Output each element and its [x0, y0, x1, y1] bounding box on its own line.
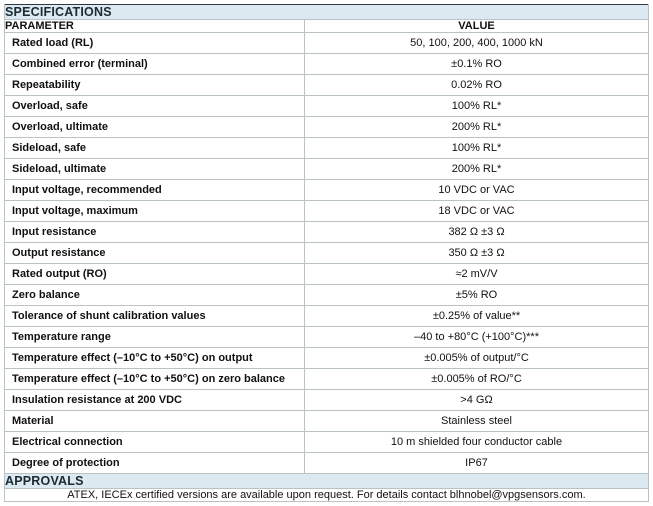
row-parameter: Output resistance — [5, 243, 305, 264]
table-row — [5, 96, 649, 117]
table-row — [5, 117, 649, 138]
row-value: 100% RL* — [305, 138, 649, 159]
row-parameter: Temperature effect (–10°C to +50°C) on output — [5, 348, 305, 369]
row-parameter: Input voltage, maximum — [5, 201, 305, 222]
table-row — [5, 54, 649, 75]
row-value: 350 Ω ±3 Ω — [305, 243, 649, 264]
row-parameter: Rated output (RO) — [5, 264, 305, 285]
row-parameter: Sideload, safe — [5, 138, 305, 159]
row-parameter: Zero balance — [5, 285, 305, 306]
table-row — [5, 243, 649, 264]
approvals-note: ATEX, IECEx certified versions are available upon request. For details contact blhnobel@vpgsensors.com. — [5, 489, 649, 502]
row-value: 10 VDC or VAC — [305, 180, 649, 201]
row-value: >4 GΩ — [305, 390, 649, 411]
table-row — [5, 264, 649, 285]
row-parameter: Degree of protection — [5, 453, 305, 474]
row-value: Stainless steel — [305, 411, 649, 432]
row-parameter: Electrical connection — [5, 432, 305, 453]
table-row — [5, 411, 649, 432]
row-parameter: Tolerance of shunt calibration values — [5, 306, 305, 327]
row-parameter: Overload, ultimate — [5, 117, 305, 138]
row-value: 50, 100, 200, 400, 1000 kN — [305, 33, 649, 54]
row-value: 200% RL* — [305, 159, 649, 180]
row-value: ±0.005% of output/°C — [305, 348, 649, 369]
table-row — [5, 348, 649, 369]
section-header-approvals — [5, 474, 649, 489]
row-value: 10 m shielded four conductor cable — [305, 432, 649, 453]
row-value: 100% RL* — [305, 96, 649, 117]
row-value: 200% RL* — [305, 117, 649, 138]
row-parameter: Overload, safe — [5, 96, 305, 117]
section-title: APPROVALS — [5, 474, 649, 489]
approvals-note-row — [5, 489, 649, 502]
table-row — [5, 138, 649, 159]
row-parameter: Repeatability — [5, 75, 305, 96]
row-value: 0.02% RO — [305, 75, 649, 96]
row-parameter: Temperature range — [5, 327, 305, 348]
row-parameter: Material — [5, 411, 305, 432]
table-row — [5, 453, 649, 474]
row-value: –40 to +80°C (+100°C)*** — [305, 327, 649, 348]
row-value: ±0.1% RO — [305, 54, 649, 75]
row-parameter: Temperature effect (–10°C to +50°C) on zero balance — [5, 369, 305, 390]
table-row — [5, 159, 649, 180]
row-value: IP67 — [305, 453, 649, 474]
specifications-table — [4, 4, 649, 502]
row-value: 18 VDC or VAC — [305, 201, 649, 222]
column-header-parameter: PARAMETER — [5, 20, 305, 33]
row-parameter: Insulation resistance at 200 VDC — [5, 390, 305, 411]
table-row — [5, 75, 649, 96]
row-parameter: Combined error (terminal) — [5, 54, 305, 75]
column-header-row — [5, 20, 649, 33]
row-parameter: Sideload, ultimate — [5, 159, 305, 180]
column-header-value: VALUE — [305, 20, 649, 33]
table-row — [5, 222, 649, 243]
table-row — [5, 285, 649, 306]
table-row — [5, 306, 649, 327]
row-parameter: Rated load (RL) — [5, 33, 305, 54]
row-value: ±5% RO — [305, 285, 649, 306]
row-value: ≈2 mV/V — [305, 264, 649, 285]
table-row — [5, 369, 649, 390]
table-row — [5, 33, 649, 54]
table-row — [5, 180, 649, 201]
table-row — [5, 201, 649, 222]
table-body — [5, 5, 649, 502]
table-row — [5, 327, 649, 348]
row-parameter: Input resistance — [5, 222, 305, 243]
section-title: SPECIFICATIONS — [5, 5, 649, 20]
table-row — [5, 432, 649, 453]
row-value: ±0.005% of RO/°C — [305, 369, 649, 390]
row-value: 382 Ω ±3 Ω — [305, 222, 649, 243]
table-row — [5, 390, 649, 411]
section-header-specifications — [5, 5, 649, 20]
row-value: ±0.25% of value** — [305, 306, 649, 327]
row-parameter: Input voltage, recommended — [5, 180, 305, 201]
